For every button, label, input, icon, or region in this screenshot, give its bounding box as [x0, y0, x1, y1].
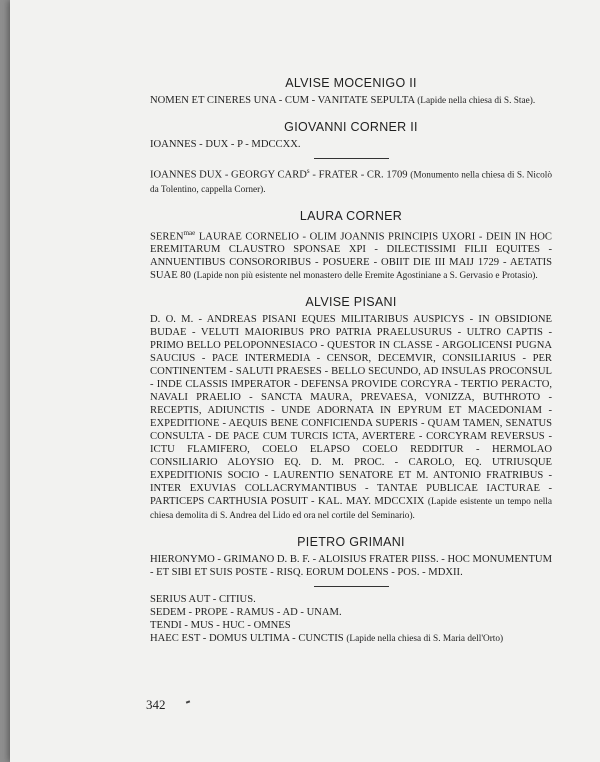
inscription-note: (Lapide nella chiesa di S. Maria dell'Orto): [346, 634, 504, 645]
section-title-laura-corner: LAURA CORNER: [299, 208, 403, 223]
superscript: s: [306, 167, 310, 175]
inscription-laura-corner: [150, 227, 552, 284]
pencil-mark: [186, 700, 190, 703]
verse-line: TENDI - MUS - HUC - OMNES: [150, 620, 291, 632]
page-content: [150, 76, 552, 646]
superscript: mae: [183, 228, 196, 237]
inscription-note: (Lapide nella chiesa di S. Stae).: [417, 96, 536, 106]
inscription-giovanni-corner-1: IOANNES - DUX - P - MDCCXX.: [150, 139, 301, 150]
verse-line-last: [150, 632, 552, 646]
book-page: [10, 0, 600, 762]
inscription-mocenigo: [150, 94, 552, 108]
divider-rule: [314, 586, 389, 587]
section-title-giovanni-corner: GIOVANNI CORNER II: [284, 120, 418, 134]
inscription-prefix: SEREN: [150, 231, 184, 243]
page-number: 342: [146, 697, 166, 712]
inscription-text: LAURAE CORNELIO - OLIM JOANNIS PRINCIPIS UXORI - DEIN IN HOC EREMITARUM CLAUSTRO SPONSAE XPI - DILECTISSIMI FILII EQUITES - ANNUENTIBUS CONSORORIBUS - POSUERE - OBIIT DIE III MAIJ 1729 - AETATIS SUAE 80: [150, 231, 552, 282]
inscription-pietro-grimani: HIERONYMO - GRIMANO D. B. F. - ALOISIUS FRATER PIISS. - HOC MONUMENTUM - ET SIBI ET SUIS POSTE - RISQ. EORUM DOLENS - POS. - MDXII.: [150, 554, 552, 579]
section-title-pietro-grimani: PIETRO GRIMANI: [297, 535, 405, 550]
inscription-verse: [150, 593, 552, 646]
inscription-note: (Lapide non più esistente nel monastero delle Eremite Agostiniane a S. Gervasio e Protasio).: [193, 271, 538, 282]
inscription-text-rest: - FRATER - CR. 1709: [309, 169, 408, 181]
verse-text: HAEC EST - DOMUS ULTIMA - CUNCTIS: [150, 633, 344, 645]
inscription-text: D. O. M. - ANDREAS PISANI EQUES MILITARIBUS AUSPICYS - IN OBSIDIONE BUDAE - VELUTI MAIORIBUS PRO PATRIA PRAELUSURUS - ULTRO CAPTIS - PRIMO BELLO PELOPONNESIACO - QUESTOR IN CLASSE - ARGOLICENSI PUGNA SAUCIUS - PACE INTERMEDIA - CENSOR, DECEMVIR, CONSILIARIUS - PER CONTINENTEM - SALUTI PRAESES - BELLO SECUNDO, AD INSULAS PROCONSUL - INDE CLASSIS IMPERATOR - DEFENSA PROVIDE CORCYRA - TERTIO PERACTO, NAVALI PRAELIO - SANCTA MAURA, PREVAESA, VONIZZA, BUTHROTO - RECEPTIS, ADIUNCTIS - UNDE ADORNATA IN EPYRUM ET MACEDONIAM - EXPEDITIONE - AEQUIS BENE CONFICIENDA SUPERIS - QUAM TAMEN, SENATUS CONSULTA - DE PACE CUM TURCIS ICTA, AVERTERE - CORCYRAM REVERSUS - ICTU FLAMIFERO, COELO ELAPSO COELO REDDITUR - HERMOLAO CONSILIARIO ALOYSIO EQ. D. M. PROC. - CAROLO, EQ. UTRIUSQUE EXPEDITIONIS SOCIO - LAURENTIO SENATORE ET M. ANTONIO FRATRIBUS - INTER EXUVIAS COLLACRYMANTIBUS - TANTAE PUBLICAE IACTURAE - PARTICEPS CARTHUSIA POSUIT - KAL. MAY. MDCCXIX: [150, 314, 552, 508]
inscription-giovanni-corner-2: [150, 165, 552, 197]
verse-line: SEDEM - PROPE - RAMUS - AD - UNAM.: [150, 607, 342, 619]
section-title-alvise-pisani: ALVISE PISANI: [305, 295, 397, 310]
inscription-note: (Lapide esistente un tempo nella chiesa demolita di S. Andrea del Lido ed ora nel cortile del Seminario).: [150, 497, 552, 522]
inscription-note: (Monumento nella chiesa di S. Nicolò da Tolentino, cappella Corner).: [150, 170, 552, 195]
inscription-text: NOMEN ET CINERES UNA - CUM - VANITATE SEPULTA: [150, 95, 415, 106]
divider-rule: [314, 158, 389, 159]
inscription-alvise-pisani: [150, 313, 552, 523]
inscription-text: IOANNES DUX - GEORGY CARD: [150, 169, 307, 181]
section-title-mocenigo: ALVISE MOCENIGO II: [285, 76, 417, 90]
verse-line: SERIUS AUT - CITIUS.: [150, 594, 256, 606]
